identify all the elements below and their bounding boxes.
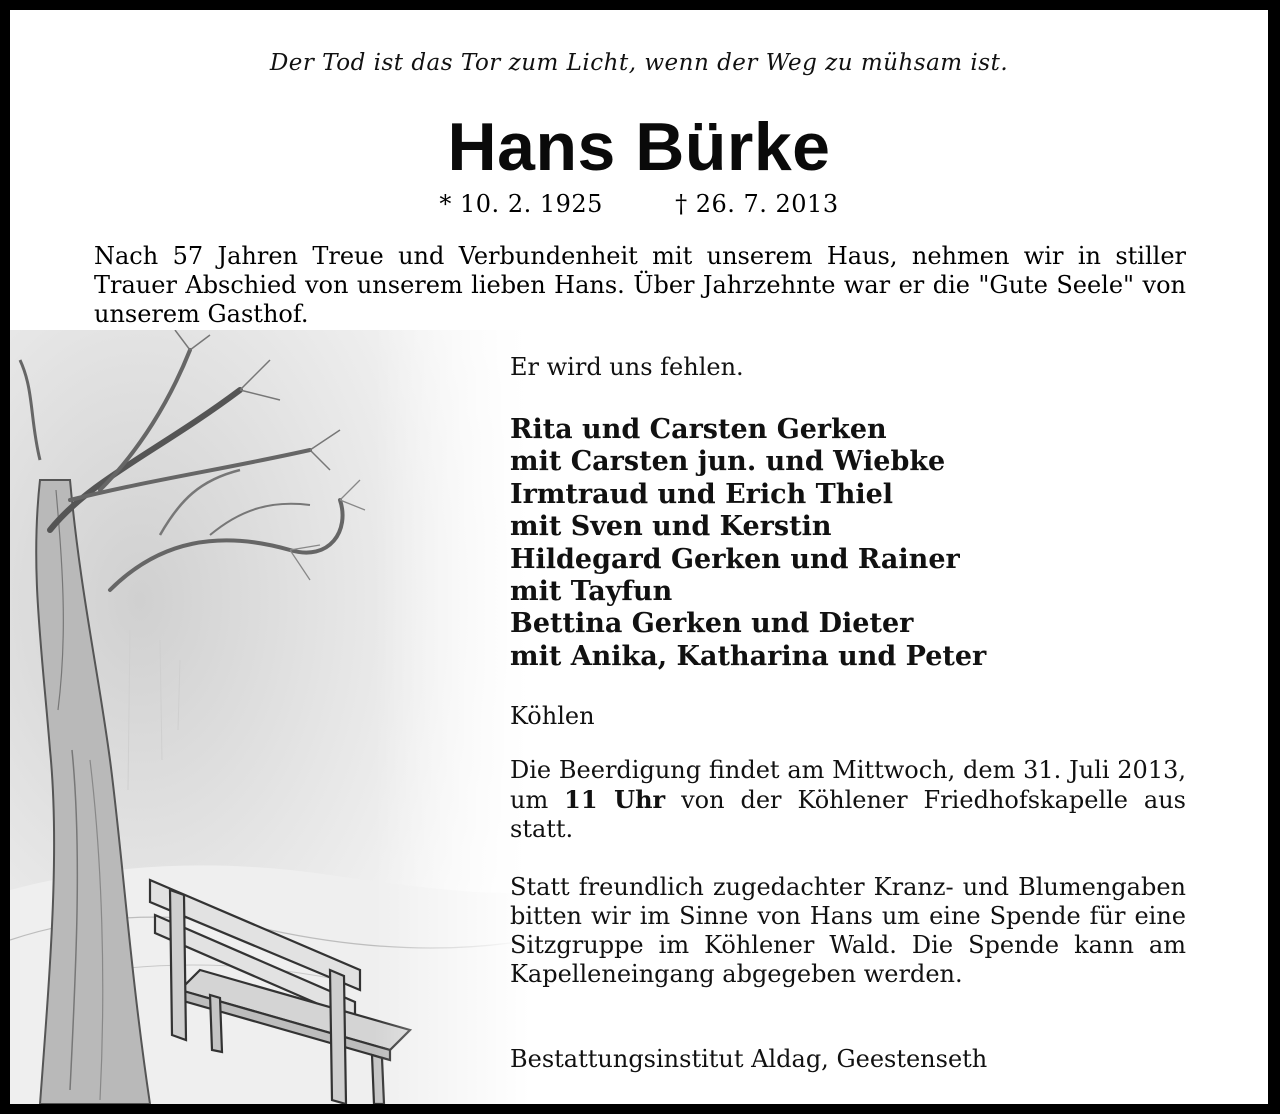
donation-paragraph: Statt freundlich zugedachter Kranz- und Blumengaben bitten wir im Sinne von Hans um eine Spende für eine Sitzgruppe im Köhlener Wald. Die Spende kann am Kapelleneingang abgegeben werden. bbox=[510, 873, 1186, 988]
mourner-line: Bettina Gerken und Dieter bbox=[510, 608, 914, 640]
funeral-paragraph bbox=[510, 756, 1186, 844]
tree-bench-illustration bbox=[10, 330, 530, 1104]
obituary-notice bbox=[10, 10, 1268, 1104]
place-line: Köhlen bbox=[510, 702, 595, 730]
death-date: † 26. 7. 2013 bbox=[675, 190, 839, 218]
funeral-time: 11 Uhr bbox=[564, 785, 666, 814]
motto-quote: Der Tod ist das Tor zum Licht, wenn der Weg zu mühsam ist. bbox=[269, 50, 1009, 76]
intro-paragraph: Nach 57 Jahren Treue und Verbundenheit mit unserem Haus, nehmen wir in stiller Trauer Abschied von unserem lieben Hans. Über Jahrzehnte war er die "Gute Seele" von unserem Gasthof. bbox=[94, 242, 1186, 328]
missed-line: Er wird uns fehlen. bbox=[510, 353, 744, 381]
mourners-list bbox=[510, 414, 986, 673]
mourner-line: mit Carsten jun. und Wiebke bbox=[510, 446, 946, 478]
mourner-line: Rita und Carsten Gerken bbox=[510, 414, 887, 445]
undertaker-line: Bestattungsinstitut Aldag, Geestenseth bbox=[510, 1045, 988, 1073]
funeral-text-1: Die Beerdigung findet am Mittwoch, dem 31. Juli 2013, um bbox=[510, 756, 1186, 814]
birth-date: * 10. 2. 1925 bbox=[439, 190, 603, 218]
mourner-line: mit Anika, Katharina und Peter bbox=[510, 640, 987, 672]
mourner-line: Irmtraud und Erich Thiel bbox=[510, 478, 894, 510]
mourner-line: Hildegard Gerken und Rainer bbox=[510, 543, 960, 575]
deceased-name: Hans Bürke bbox=[447, 109, 831, 185]
mourner-line: mit Sven und Kerstin bbox=[510, 511, 832, 543]
life-dates bbox=[10, 190, 1268, 218]
mourner-line: mit Tayfun bbox=[510, 576, 673, 608]
funeral-text-2: von der Köhlener Friedhofskapelle aus statt. bbox=[510, 786, 1186, 843]
